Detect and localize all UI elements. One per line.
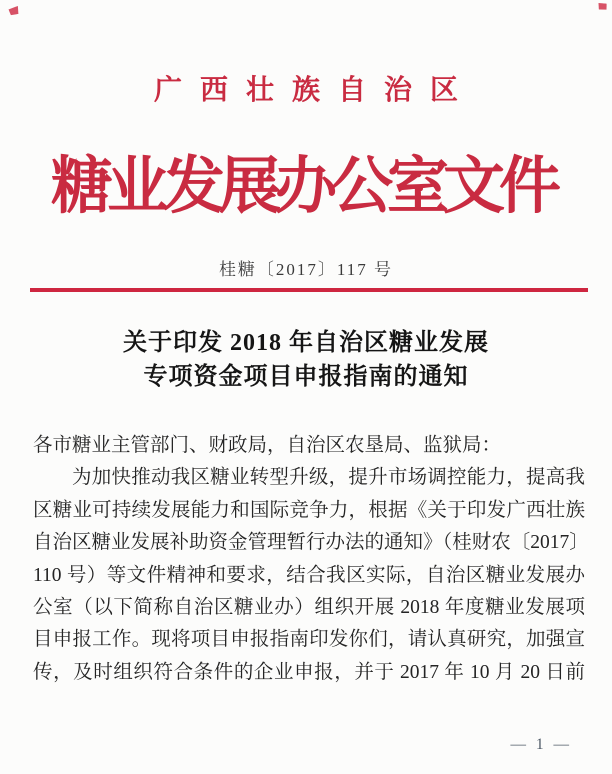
body-line: 110 号）等文件精神和要求，结合我区实际，自治区糖业发展办 — [33, 564, 585, 586]
body-line: 目申报工作。现将项目申报指南印发你们，请认真研究，加强宣 — [33, 629, 585, 651]
red-corner-mark-icon — [598, 2, 608, 10]
body-line: 自治区糖业发展补助资金管理暂行办法的通知》（桂财农〔2017〕 — [33, 532, 589, 554]
issuing-office-title: 糖业发展办公室文件 — [50, 153, 555, 221]
body-line: 为加快推动我区糖业转型升级，提升市场调控能力，提高我 — [72, 467, 585, 489]
issuing-region-title: 广西壮族自治区 — [153, 75, 476, 106]
body-line: 区糖业可持续发展能力和国际竞争力，根据《关于印发广西壮族 — [33, 499, 585, 521]
body-line: 公室（以下简称自治区糖业办）组织开展 2018 年度糖业发展项 — [33, 597, 585, 619]
document-body — [33, 430, 589, 689]
salutation-line: 各市糖业主管部门、财政局，自治区农垦局、监狱局： — [33, 435, 502, 456]
document-number: 桂糖〔2017〕117 号 — [218, 260, 394, 279]
document-title-line1: 关于印发 2018 年自治区糖业发展 — [123, 330, 489, 356]
red-corner-mark-icon — [8, 6, 20, 16]
document-title — [0, 326, 612, 394]
document-title-line2: 专项资金项目申报指南的通知 — [143, 364, 469, 390]
red-divider-rule — [30, 288, 588, 292]
body-line: 传，及时组织符合条件的企业申报，并于 2017 年 10 月 20 日前 — [33, 661, 585, 683]
page-number: — 1 — — [510, 736, 572, 753]
